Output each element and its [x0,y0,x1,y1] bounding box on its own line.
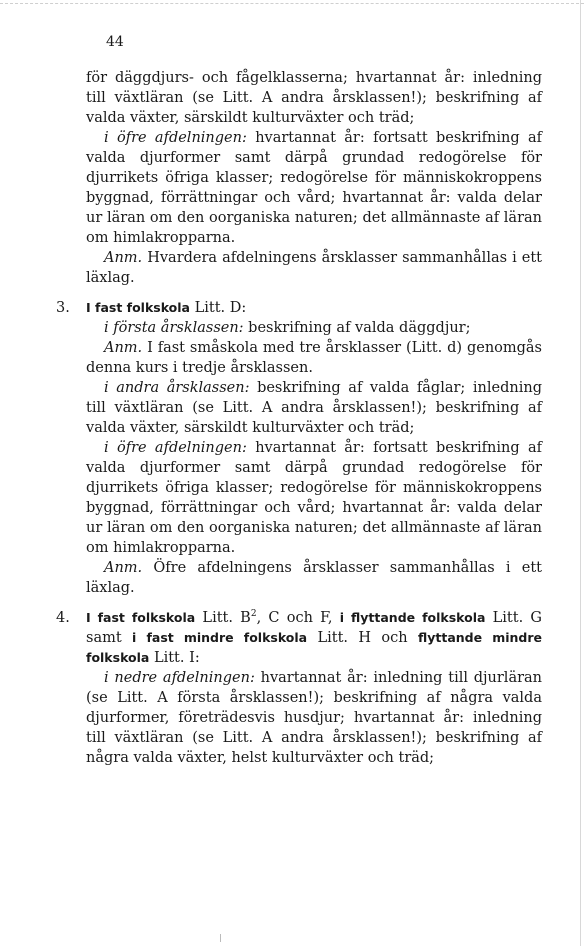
section-3-note-1-label: Anm. [104,340,143,356]
intro-paragraph: för däggdjurs- och fågelklasserna; hvartannat år: inledning till växtläran (se Litt. A andra årsklassen!); beskrifning af valda växter, särskildt kulturväxter och träd; [86,70,542,126]
intro-upper-division-paragraph [86,128,542,248]
section-3-second-year [86,378,542,438]
section-3-first-year-label: i första årsklassen: [104,320,244,336]
section-3-heading [56,298,542,318]
intro-note-label: Anm. [104,250,143,266]
intro-upper-division-text: hvartannat år: fortsatt beskrifning af valda djurformer samt därpå grundad redogörelse för djurrikets öfriga klasser; redogörelse för människokroppens byggnad, förrättningar och vård; hvartannat år: valda delar ur läran om den oorganiska naturen; det allmännaste af läran om himlakropparna. [86,130,542,246]
section-4-heading-part-3: Litt. G samt [86,610,542,646]
scan-right-edge [580,0,581,946]
section-3-second-year-label: i andra årsklassen: [104,380,250,396]
section-4-school-type-2: i flyttande folkskola [339,610,486,625]
section-3-upper-division [86,438,542,558]
scan-top-edge [0,3,584,4]
section-4-number: 4. [56,610,70,626]
section-4-superscript: 2 [250,609,257,620]
page-body [56,68,543,768]
section-4-lower-division-label: i nedre afdelningen: [104,670,255,686]
section-4-heading-part-4: Litt. H och [307,630,418,646]
section-4-heading-part-2: , C och F, [256,610,340,626]
section-3-first-year [86,318,542,338]
intro-upper-division-label: i öfre afdelningen: [104,130,247,146]
section-4-heading-part-1: Litt. B [195,610,251,626]
section-4-lower-division-text: hvartannat år: inledning till djurläran (se Litt. A första årsklassen!); beskrifning af några valda djurformer, företrädesvis husdjur; hvartannat år: inledning till växtläran (se Litt. A andra årsklassen!); beskrifning af några valda växter, helst kulturväxter och träd; [86,670,543,766]
section-3-first-year-text: beskrifning af valda däggdjur; [243,320,471,336]
section-3-upper-division-text: hvartannat år: fortsatt beskrifning af valda djurformer samt därpå grundad redogörelse för djurrikets öfriga klasser; redogörelse för människokroppens byggnad, förrättningar och vård; hvartannat år: valda delar ur läran om den oorganiska naturen; det allmännaste af läran om himlakropparna. [86,440,542,556]
section-3-note-2-label: Anm. [104,560,143,576]
section-3-heading-rest: Litt. D: [190,300,247,316]
section-4-heading [56,608,542,668]
page-number: 44 [106,34,124,50]
section-4-school-type-4: flyttande mindre folkskola [86,630,542,665]
scan-bottom-mark [220,934,221,942]
section-4-lower-division [86,668,542,768]
section-3-note-2-text: Öfre afdelningens årsklasser sammanhållas i ett läxlag. [86,560,542,596]
section-3-school-type: I fast folkskola [86,300,190,315]
section-3-upper-division-label: i öfre afdelningen: [104,440,247,456]
section-3-second-year-text: beskrifning af valda fåglar; inledning till växtläran (se Litt. A andra årsklassen!); beskrifning af valda växter, särskildt kulturväxter och träd; [86,380,542,436]
section-4-school-type-3: i fast mindre folkskola [132,630,308,645]
section-3-note-1-text: I fast småskola med tre årsklasser (Litt. d) genomgås denna kurs i tredje årsklassen. [86,340,542,376]
section-4-heading-part-5: Litt. I: [149,650,200,666]
intro-note-text: Hvardera afdelningens årsklasser sammanhållas i ett läxlag. [86,250,542,286]
section-4-school-type-1: I fast folkskola [86,610,196,625]
section-3-number: 3. [56,300,70,316]
section-3-note-2 [86,558,542,598]
intro-note [86,248,542,288]
section-3-note-1 [86,338,542,378]
